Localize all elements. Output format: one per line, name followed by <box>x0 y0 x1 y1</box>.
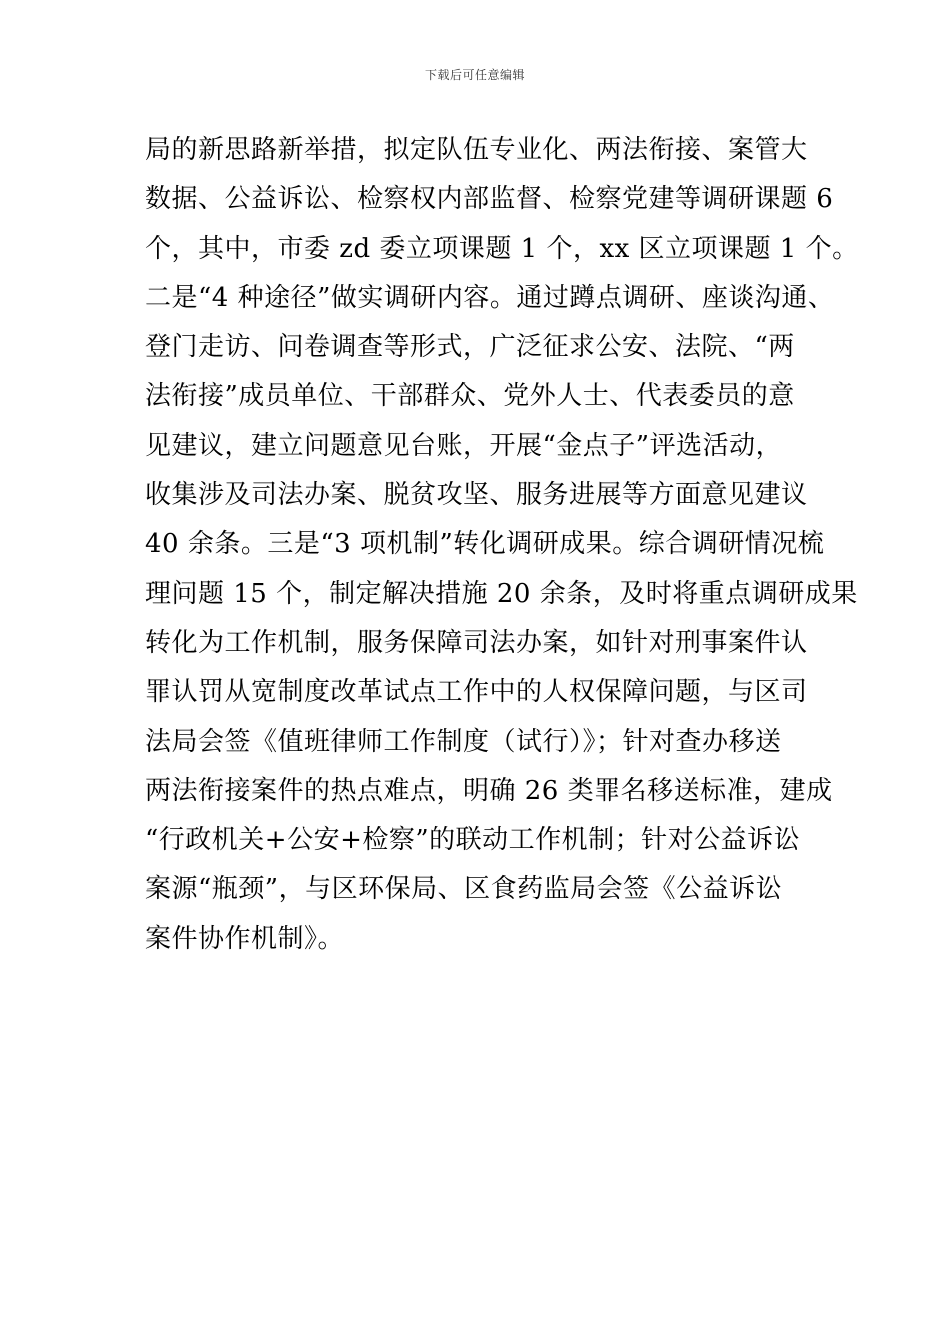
paragraph-line: 罪认罚从宽制度改革试点工作中的人权保障问题，与区司 <box>145 677 808 708</box>
paragraph-line: 40 余条。三是“3 项机制”转化调研成果。综合调研情况梳 <box>145 529 825 560</box>
paragraph-line: 法局会签《值班律师工作制度（试行）》；针对查办移送 <box>145 726 782 757</box>
paragraph-line: 数据、公益诉讼、检察权内部监督、检察党建等调研课题 6 <box>145 184 834 215</box>
paragraph-line: 案件协作机制》。 <box>145 923 345 954</box>
paragraph-line: 法衔接”成员单位、干部群众、党外人士、代表委员的意 <box>145 381 795 412</box>
paragraph-line: 转化为工作机制，服务保障司法办案，如针对刑事案件认 <box>145 627 808 658</box>
paragraph-line: 个，其中，市委 zd 委立项课题 1 个，xx 区立项课题 1 个。 <box>145 233 859 264</box>
paragraph-line: 案源“瓶颈”，与区环保局、区食药监局会签《公益诉讼 <box>145 874 783 905</box>
download-note: 下载后可任意编辑 <box>424 68 525 82</box>
paragraph-line: 二是“4 种途径”做实调研内容。通过蹲点调研、座谈沟通、 <box>145 282 835 313</box>
paragraph-line: 理问题 15 个，制定解决措施 20 余条，及时将重点调研成果 <box>145 578 858 609</box>
paragraph-line: 登门走访、问卷调查等形式，广泛征求公安、法院、“两 <box>145 332 795 363</box>
paragraph-line: 两法衔接案件的热点难点，明确 26 类罪名移送标准，建成 <box>145 775 833 806</box>
body-paragraph <box>145 126 859 964</box>
paragraph-line: 见建议，建立问题意见台账，开展“金点子”评选活动， <box>145 430 783 461</box>
paragraph-line: “行政机关+公安+检察”的联动工作机制；针对公益诉讼 <box>145 825 801 856</box>
paragraph-line: 局的新思路新举措，拟定队伍专业化、两法衔接、案管大 <box>145 135 808 165</box>
paragraph-line: 收集涉及司法办案、脱贫攻坚、服务进展等方面意见建议 <box>145 480 808 511</box>
